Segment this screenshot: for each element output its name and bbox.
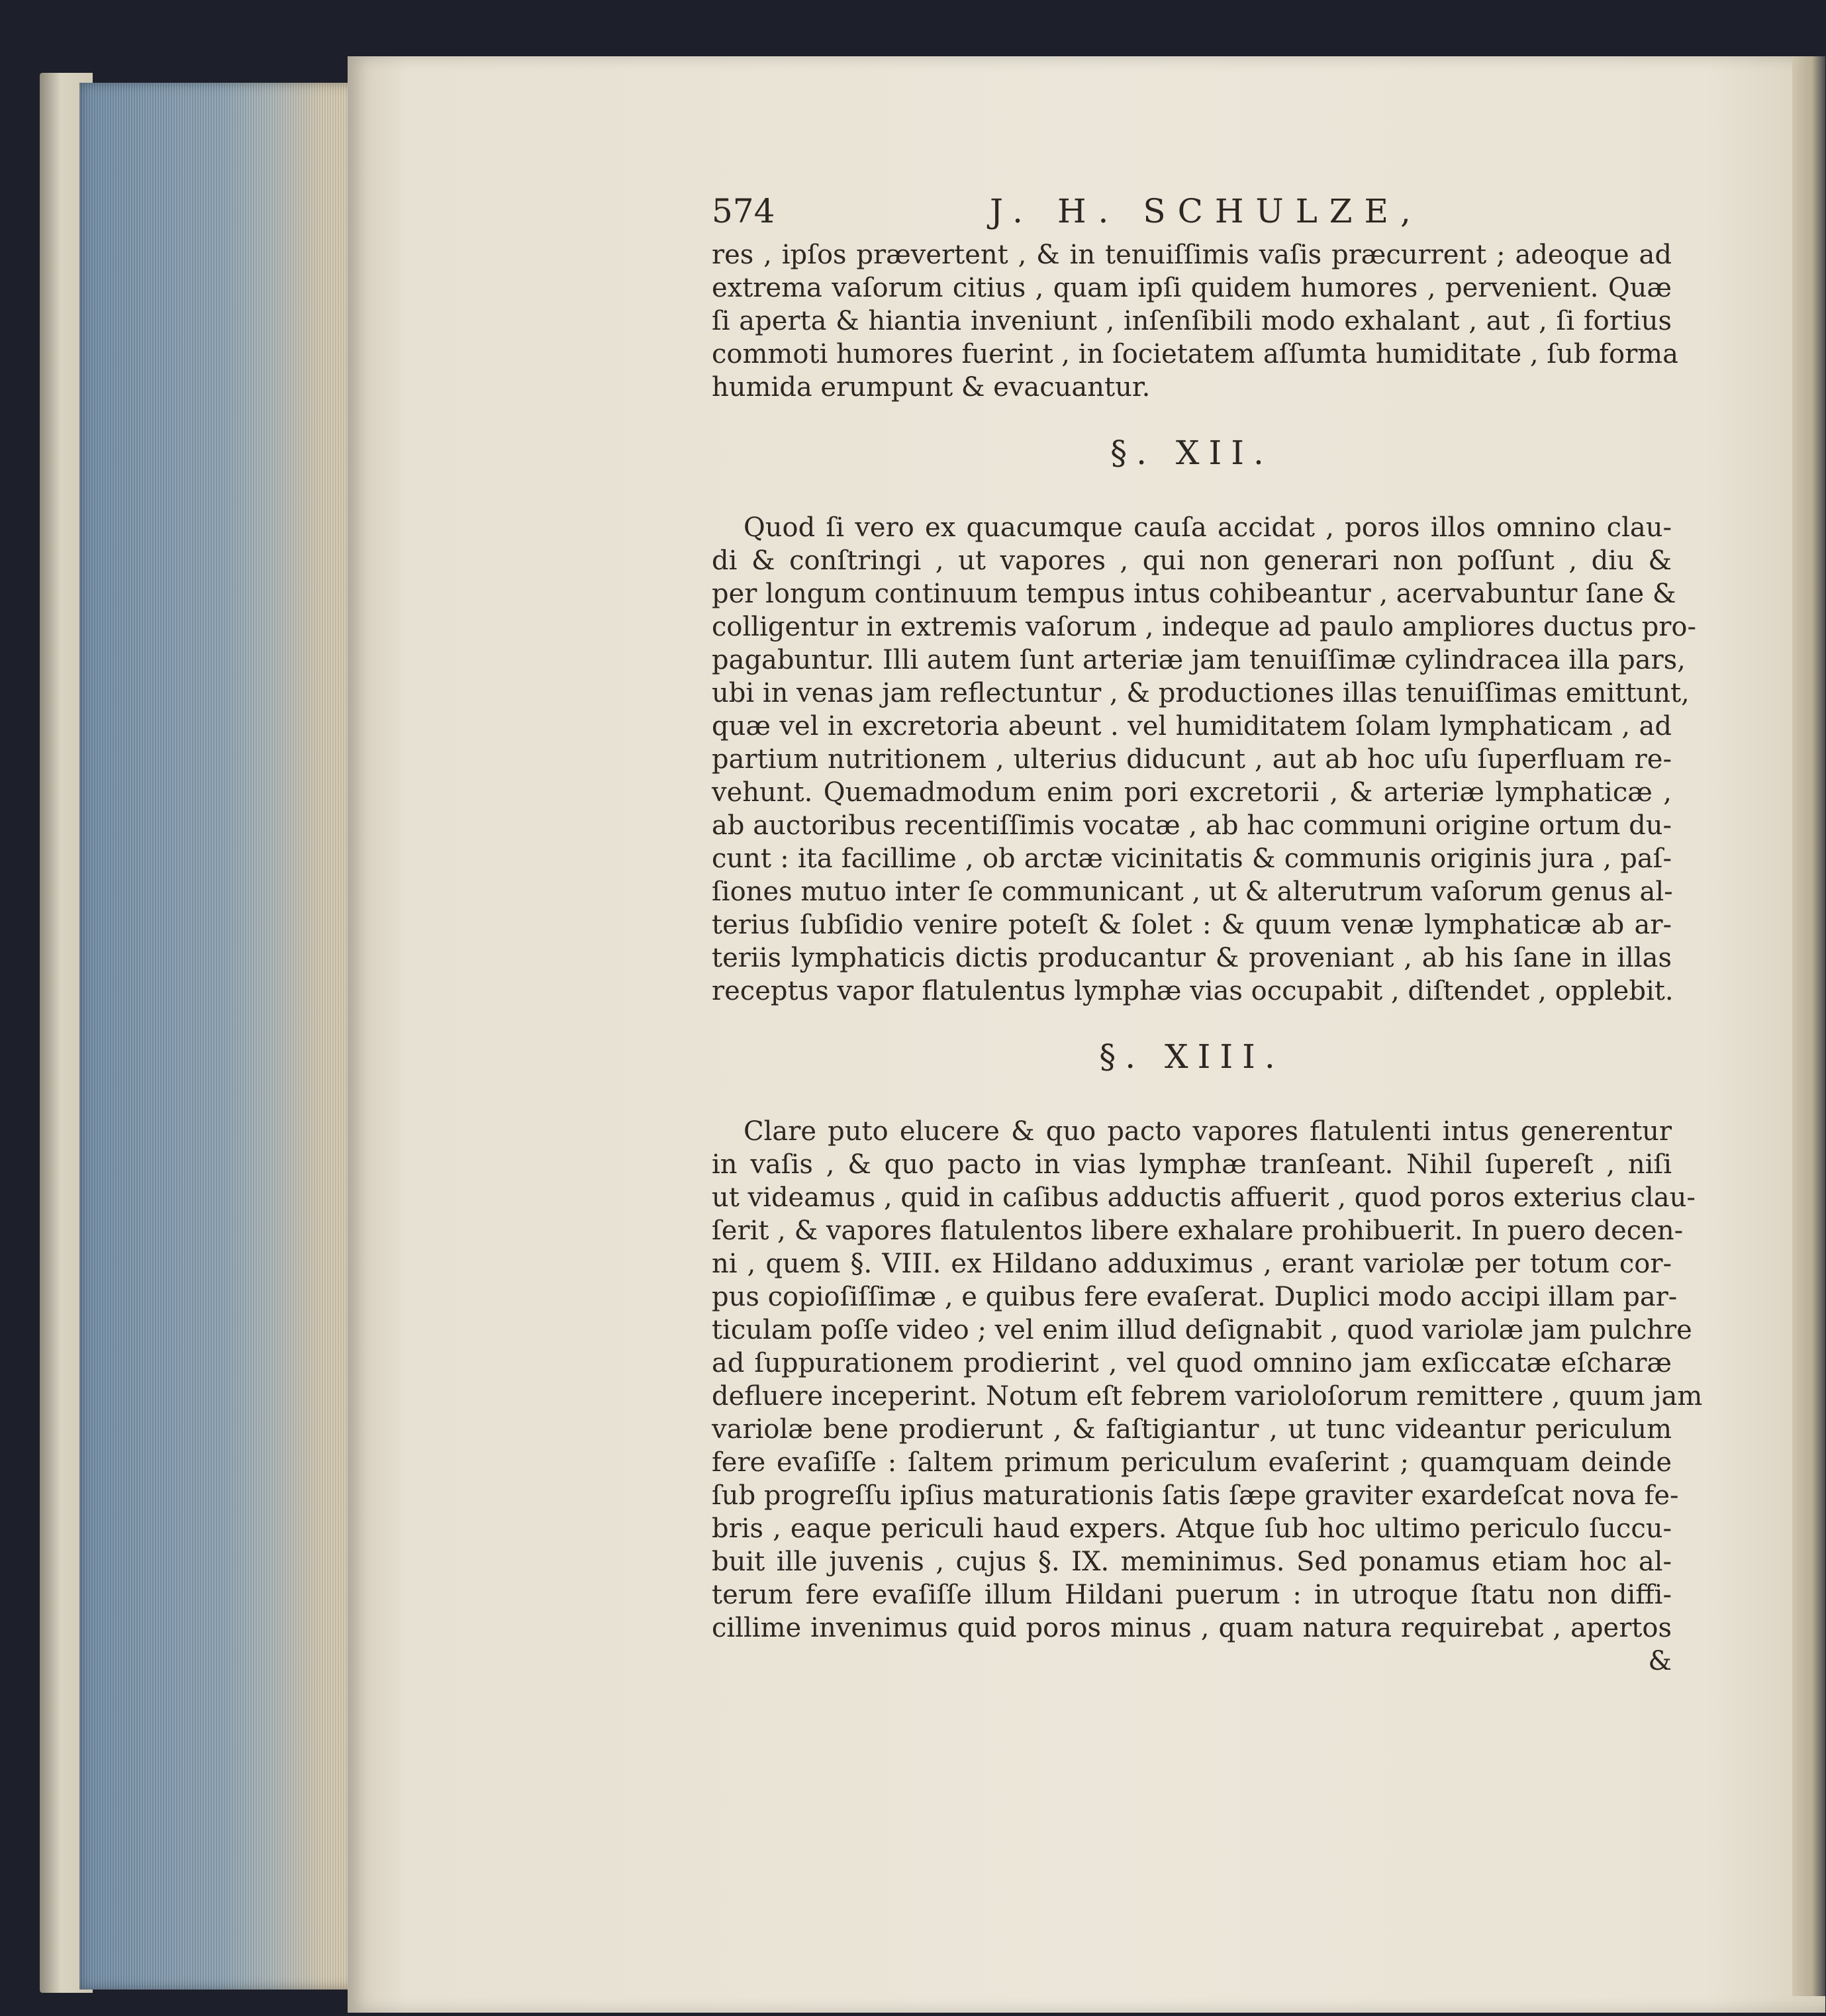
text-line: vehunt. Quemadmodum enim pori excretorii , & arteriæ lymphaticæ , xyxy=(712,777,1672,808)
text-line: ni , quem §. VIII. ex Hildano adduximus , erant variolæ per totum cor- xyxy=(712,1249,1672,1279)
text-line: ut videamus , quid in caſibus adductis affuerit , quod poros exterius clau- xyxy=(712,1182,1696,1213)
text-line: in vaſis , & quo pacto in vias lymphæ tranſeant. Nihil ſupereſt , niſi xyxy=(712,1149,1672,1180)
page-gutter xyxy=(1792,56,1825,1996)
text-line: res , ipſos prævertent , & in tenuiſſimis vaſis præcurrent ; adeoque ad xyxy=(712,240,1672,270)
text-line: terius ſubſidio venire poteſt & ſolet : & quum venæ lymphaticæ ab ar- xyxy=(712,910,1672,940)
text-line: defluere inceperint. Notum eſt febrem varioloſorum remittere , quum jam xyxy=(712,1381,1703,1412)
page-text-block xyxy=(712,192,1703,1678)
text-line: receptus vapor flatulentus lymphæ vias occupabit , diſtendet , opplebit. xyxy=(712,976,1674,1006)
text-line: partium nutritionem , ulterius diducunt , aut ab hoc uſu ſuperfluam re- xyxy=(712,744,1672,775)
text-line: pagabuntur. Illi autem ſunt arteriæ jam tenuiſſimæ cylindracea illa pars, xyxy=(712,645,1686,675)
text-line: humida erumpunt & evacuantur. xyxy=(712,372,1151,403)
running-head xyxy=(712,192,1672,238)
text-line: extrema vaſorum citius , quam ipſi quidem humores , pervenient. Quæ xyxy=(712,273,1672,303)
section-12-paragraph xyxy=(712,511,1697,1008)
text-line: per longum continuum tempus intus cohibeantur , acervabuntur ſane & xyxy=(712,579,1676,609)
page-stack-edge xyxy=(79,83,391,1990)
text-line: Clare puto elucere & quo pacto vapores flatulenti intus generentur xyxy=(744,1116,1672,1147)
text-line: ſi aperta & hiantia inveniunt , inſenſibili modo exhalant , aut , ſi fortius xyxy=(712,306,1672,336)
running-head-title: J. H. SCHULZE, xyxy=(990,192,1423,230)
text-line: cunt : ita facillime , ob arctæ vicinitatis & communis originis jura , paſ- xyxy=(712,843,1672,874)
text-line: bris , eaque periculi haud expers. Atque ſub hoc ultimo periculo ſuccu- xyxy=(712,1513,1672,1544)
text-line: quæ vel in excretoria abeunt . vel humiditatem ſolam lymphaticam , ad xyxy=(712,711,1672,742)
text-line: terum fere evaſiſſe illum Hildani puerum : in utroque ſtatu non diffi- xyxy=(712,1580,1672,1610)
text-line: ubi in venas jam reflectuntur , & productiones illas tenuiſſimas emittunt, xyxy=(712,678,1690,708)
text-line: pus copioſiſſimæ , e quibus fere evaſerat. Duplici modo accipi illam par- xyxy=(712,1282,1678,1312)
text-line: ſiones mutuo inter ſe communicant , ut & alterutrum vaſorum genus al- xyxy=(712,877,1673,907)
text-line: fere evaſiſſe : ſaltem primum periculum evaſerint ; quamquam deinde xyxy=(712,1447,1672,1478)
text-line: colligentur in extremis vaſorum , indeque ad paulo ampliores ductus pro- xyxy=(712,612,1697,642)
catchword: & xyxy=(1648,1646,1672,1676)
text-line: buit ille juvenis , cujus §. IX. meminimus. Sed ponamus etiam hoc al- xyxy=(712,1547,1672,1577)
section-heading-13: §. XIII. xyxy=(1099,1037,1284,1076)
text-line: variolæ bene prodierunt , & faſtigiantur , ut tunc videantur periculum xyxy=(712,1414,1672,1445)
text-line: cillime invenimus quid poros minus , quam natura requirebat , apertos xyxy=(712,1613,1672,1643)
page-number: 574 xyxy=(712,192,775,230)
text-line: Quod ſi vero ex quacumque cauſa accidat , poros illos omnino clau- xyxy=(744,512,1672,543)
text-line: teriis lymphaticis dictis producantur & proveniant , ab his ſane in illas xyxy=(712,943,1672,973)
section-heading-12: §. XII. xyxy=(1110,434,1273,472)
text-line: commoti humores fuerint , in ſocietatem aſſumta humiditate , ſub forma xyxy=(712,339,1678,369)
text-line: ſub progreſſu ipſius maturationis ſatis ſæpe graviter exardeſcat nova fe- xyxy=(712,1480,1679,1511)
text-line: ſerit , & vapores flatulentos libere exhalare prohibuerit. In puero decen- xyxy=(712,1216,1684,1246)
paragraph-intro xyxy=(712,238,1678,404)
text-line: ab auctoribus recentiſſimis vocatæ , ab hac communi origine ortum du- xyxy=(712,810,1672,841)
text-line: di & conſtringi , ut vapores , qui non generari non poſſunt , diu & xyxy=(712,546,1672,576)
text-line: ad ſuppurationem prodierint , vel quod omnino jam exſiccatæ eſcharæ xyxy=(712,1348,1672,1378)
section-13-paragraph xyxy=(712,1115,1703,1645)
text-line: ticulam poſſe video ; vel enim illud deſignabit , quod variolæ jam pulchre xyxy=(712,1315,1692,1345)
